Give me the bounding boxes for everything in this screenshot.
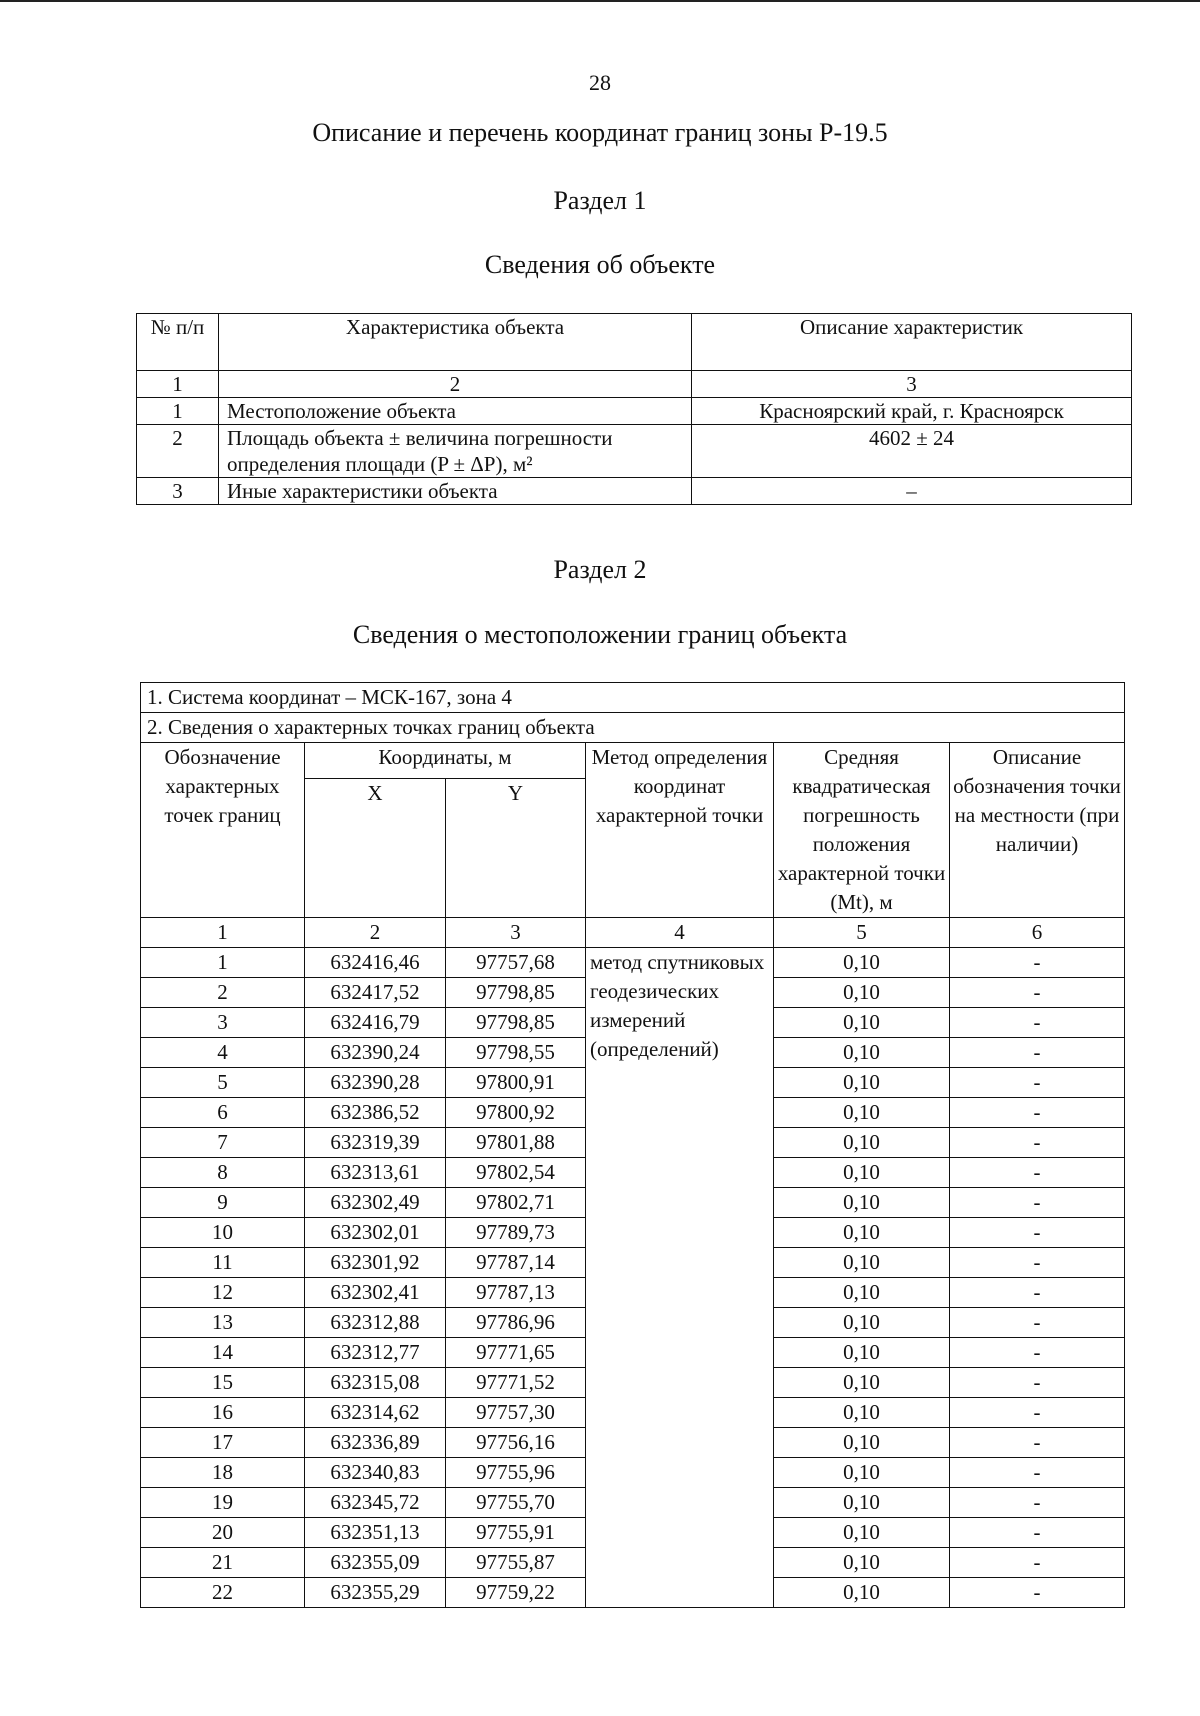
point-description: - xyxy=(950,1488,1125,1518)
coord-y: 97757,68 xyxy=(446,948,586,978)
coord-x: 632302,41 xyxy=(305,1278,446,1308)
system-row xyxy=(141,683,1125,713)
page-number: 28 xyxy=(589,70,611,95)
coord-y: 97802,54 xyxy=(446,1158,586,1188)
coord-y: 97800,91 xyxy=(446,1068,586,1098)
coord-y: 97755,87 xyxy=(446,1548,586,1578)
point-number: 16 xyxy=(141,1398,305,1428)
header-num: № п/п xyxy=(137,314,219,371)
coord-y: 97787,14 xyxy=(446,1248,586,1278)
point-description: - xyxy=(950,1278,1125,1308)
section2-subheading: Сведения о местоположении границ объекта xyxy=(352,620,848,649)
row-characteristic: Иные характеристики объекта xyxy=(219,478,692,505)
method-cell: метод спутниковых геодезических измерений (определений) xyxy=(586,948,774,1608)
coord-x: 632345,72 xyxy=(305,1488,446,1518)
table-row xyxy=(141,948,1125,978)
col-number: 1 xyxy=(141,918,305,948)
col-number: 4 xyxy=(586,918,774,948)
row-num: 1 xyxy=(137,398,219,425)
point-number: 22 xyxy=(141,1578,305,1608)
point-number: 18 xyxy=(141,1458,305,1488)
point-number: 2 xyxy=(141,978,305,1008)
error-mt: 0,10 xyxy=(774,1398,950,1428)
point-description: - xyxy=(950,1428,1125,1458)
coord-y: 97798,85 xyxy=(446,978,586,1008)
table-row xyxy=(137,425,1132,478)
point-description: - xyxy=(950,1128,1125,1158)
section1-subheading: Сведения об объекте xyxy=(484,250,716,279)
col-number: 2 xyxy=(305,918,446,948)
error-mt: 0,10 xyxy=(774,1428,950,1458)
coord-y: 97786,96 xyxy=(446,1308,586,1338)
coord-x: 632417,52 xyxy=(305,978,446,1008)
error-mt: 0,10 xyxy=(774,1248,950,1278)
section2-heading: Раздел 2 xyxy=(553,555,647,584)
point-number: 3 xyxy=(141,1008,305,1038)
header-x: X xyxy=(305,779,446,918)
error-mt: 0,10 xyxy=(774,1038,950,1068)
row-characteristic: Местоположение объекта xyxy=(219,398,692,425)
point-number: 8 xyxy=(141,1158,305,1188)
coord-x: 632355,09 xyxy=(305,1548,446,1578)
coord-x: 632336,89 xyxy=(305,1428,446,1458)
row-description: Красноярский край, г. Красноярск xyxy=(692,398,1132,425)
points-heading: 2. Сведения о характерных точках границ объекта xyxy=(141,713,1125,743)
table-row xyxy=(137,478,1132,505)
point-number: 7 xyxy=(141,1128,305,1158)
coord-x: 632302,49 xyxy=(305,1188,446,1218)
coord-x: 632340,83 xyxy=(305,1458,446,1488)
point-description: - xyxy=(950,1038,1125,1068)
header-coords: Координаты, м xyxy=(305,743,586,779)
point-number: 15 xyxy=(141,1368,305,1398)
header-error: Средняя квадратическая погрешность положения характерной точки (Mt), м xyxy=(774,743,950,918)
column-number-row xyxy=(141,918,1125,948)
table-header-row xyxy=(141,743,1125,779)
col-number: 5 xyxy=(774,918,950,948)
point-description: - xyxy=(950,1248,1125,1278)
coord-y: 97759,22 xyxy=(446,1578,586,1608)
coord-x: 632315,08 xyxy=(305,1368,446,1398)
coord-x: 632355,29 xyxy=(305,1578,446,1608)
points-body xyxy=(141,948,1125,1608)
coord-x: 632416,79 xyxy=(305,1008,446,1038)
point-number: 10 xyxy=(141,1218,305,1248)
col-number: 3 xyxy=(446,918,586,948)
error-mt: 0,10 xyxy=(774,1488,950,1518)
point-number: 13 xyxy=(141,1308,305,1338)
coordinate-system: 1. Система координат – МСК-167, зона 4 xyxy=(141,683,1125,713)
error-mt: 0,10 xyxy=(774,978,950,1008)
point-description: - xyxy=(950,1218,1125,1248)
point-number: 9 xyxy=(141,1188,305,1218)
error-mt: 0,10 xyxy=(774,1308,950,1338)
coord-y: 97798,85 xyxy=(446,1008,586,1038)
coord-x: 632313,61 xyxy=(305,1158,446,1188)
section1-heading: Раздел 1 xyxy=(553,186,647,215)
error-mt: 0,10 xyxy=(774,1158,950,1188)
document-title: Описание и перечень координат границ зоны Р-19.5 xyxy=(312,118,888,147)
error-mt: 0,10 xyxy=(774,1518,950,1548)
error-mt: 0,10 xyxy=(774,1068,950,1098)
coord-x: 632351,13 xyxy=(305,1518,446,1548)
error-mt: 0,10 xyxy=(774,1338,950,1368)
header-description: Описание характеристик xyxy=(692,314,1132,371)
row-num: 2 xyxy=(137,425,219,478)
object-info-table xyxy=(136,313,1132,505)
header-point: Обозначение характерных точек границ xyxy=(141,743,305,918)
point-description: - xyxy=(950,1158,1125,1188)
header-method: Метод определения координат характерной точки xyxy=(586,743,774,918)
coord-y: 97789,73 xyxy=(446,1218,586,1248)
point-description: - xyxy=(950,1398,1125,1428)
coord-y: 97802,71 xyxy=(446,1188,586,1218)
point-description: - xyxy=(950,1578,1125,1608)
coord-y: 97798,55 xyxy=(446,1038,586,1068)
error-mt: 0,10 xyxy=(774,948,950,978)
coord-y: 97755,96 xyxy=(446,1458,586,1488)
coord-x: 632312,88 xyxy=(305,1308,446,1338)
error-mt: 0,10 xyxy=(774,1278,950,1308)
error-mt: 0,10 xyxy=(774,1218,950,1248)
column-number-row xyxy=(137,371,1132,398)
error-mt: 0,10 xyxy=(774,1368,950,1398)
point-number: 11 xyxy=(141,1248,305,1278)
coord-x: 632386,52 xyxy=(305,1098,446,1128)
coord-x: 632314,62 xyxy=(305,1398,446,1428)
header-characteristic: Характеристика объекта xyxy=(219,314,692,371)
coord-y: 97755,70 xyxy=(446,1488,586,1518)
boundary-points-table xyxy=(140,682,1125,1608)
point-number: 21 xyxy=(141,1548,305,1578)
point-number: 19 xyxy=(141,1488,305,1518)
points-heading-row xyxy=(141,713,1125,743)
point-description: - xyxy=(950,1458,1125,1488)
error-mt: 0,10 xyxy=(774,1128,950,1158)
header-y: Y xyxy=(446,779,586,918)
error-mt: 0,10 xyxy=(774,1008,950,1038)
coord-y: 97756,16 xyxy=(446,1428,586,1458)
point-description: - xyxy=(950,948,1125,978)
coord-x: 632390,28 xyxy=(305,1068,446,1098)
table-row xyxy=(137,398,1132,425)
point-number: 14 xyxy=(141,1338,305,1368)
point-number: 6 xyxy=(141,1098,305,1128)
coord-y: 97771,52 xyxy=(446,1368,586,1398)
coord-y: 97755,91 xyxy=(446,1518,586,1548)
coord-y: 97800,92 xyxy=(446,1098,586,1128)
coord-y: 97801,88 xyxy=(446,1128,586,1158)
point-number: 17 xyxy=(141,1428,305,1458)
point-number: 1 xyxy=(141,948,305,978)
row-description: 4602 ± 24 xyxy=(692,425,1132,478)
point-description: - xyxy=(950,1098,1125,1128)
point-description: - xyxy=(950,1008,1125,1038)
coord-x: 632390,24 xyxy=(305,1038,446,1068)
coord-x: 632301,92 xyxy=(305,1248,446,1278)
point-description: - xyxy=(950,978,1125,1008)
error-mt: 0,10 xyxy=(774,1188,950,1218)
col-number: 2 xyxy=(219,371,692,398)
row-characteristic: Площадь объекта ± величина погрешности определения площади (P ± ΔP), м² xyxy=(219,425,692,478)
header-desc: Описание обозначения точки на местности (при наличии) xyxy=(950,743,1125,918)
table-header-row xyxy=(137,314,1132,371)
coord-y: 97787,13 xyxy=(446,1278,586,1308)
coord-x: 632319,39 xyxy=(305,1128,446,1158)
error-mt: 0,10 xyxy=(774,1578,950,1608)
point-description: - xyxy=(950,1308,1125,1338)
point-description: - xyxy=(950,1548,1125,1578)
error-mt: 0,10 xyxy=(774,1548,950,1578)
coord-x: 632312,77 xyxy=(305,1338,446,1368)
col-number: 3 xyxy=(692,371,1132,398)
point-description: - xyxy=(950,1368,1125,1398)
point-number: 5 xyxy=(141,1068,305,1098)
coord-x: 632416,46 xyxy=(305,948,446,978)
point-description: - xyxy=(950,1518,1125,1548)
point-description: - xyxy=(950,1068,1125,1098)
point-number: 20 xyxy=(141,1518,305,1548)
point-number: 12 xyxy=(141,1278,305,1308)
point-description: - xyxy=(950,1188,1125,1218)
top-border-line xyxy=(0,0,1200,2)
coord-y: 97757,30 xyxy=(446,1398,586,1428)
point-description: - xyxy=(950,1338,1125,1368)
coord-x: 632302,01 xyxy=(305,1218,446,1248)
error-mt: 0,10 xyxy=(774,1458,950,1488)
row-num: 3 xyxy=(137,478,219,505)
row-description: – xyxy=(692,478,1132,505)
error-mt: 0,10 xyxy=(774,1098,950,1128)
point-number: 4 xyxy=(141,1038,305,1068)
col-number: 6 xyxy=(950,918,1125,948)
coord-y: 97771,65 xyxy=(446,1338,586,1368)
col-number: 1 xyxy=(137,371,219,398)
